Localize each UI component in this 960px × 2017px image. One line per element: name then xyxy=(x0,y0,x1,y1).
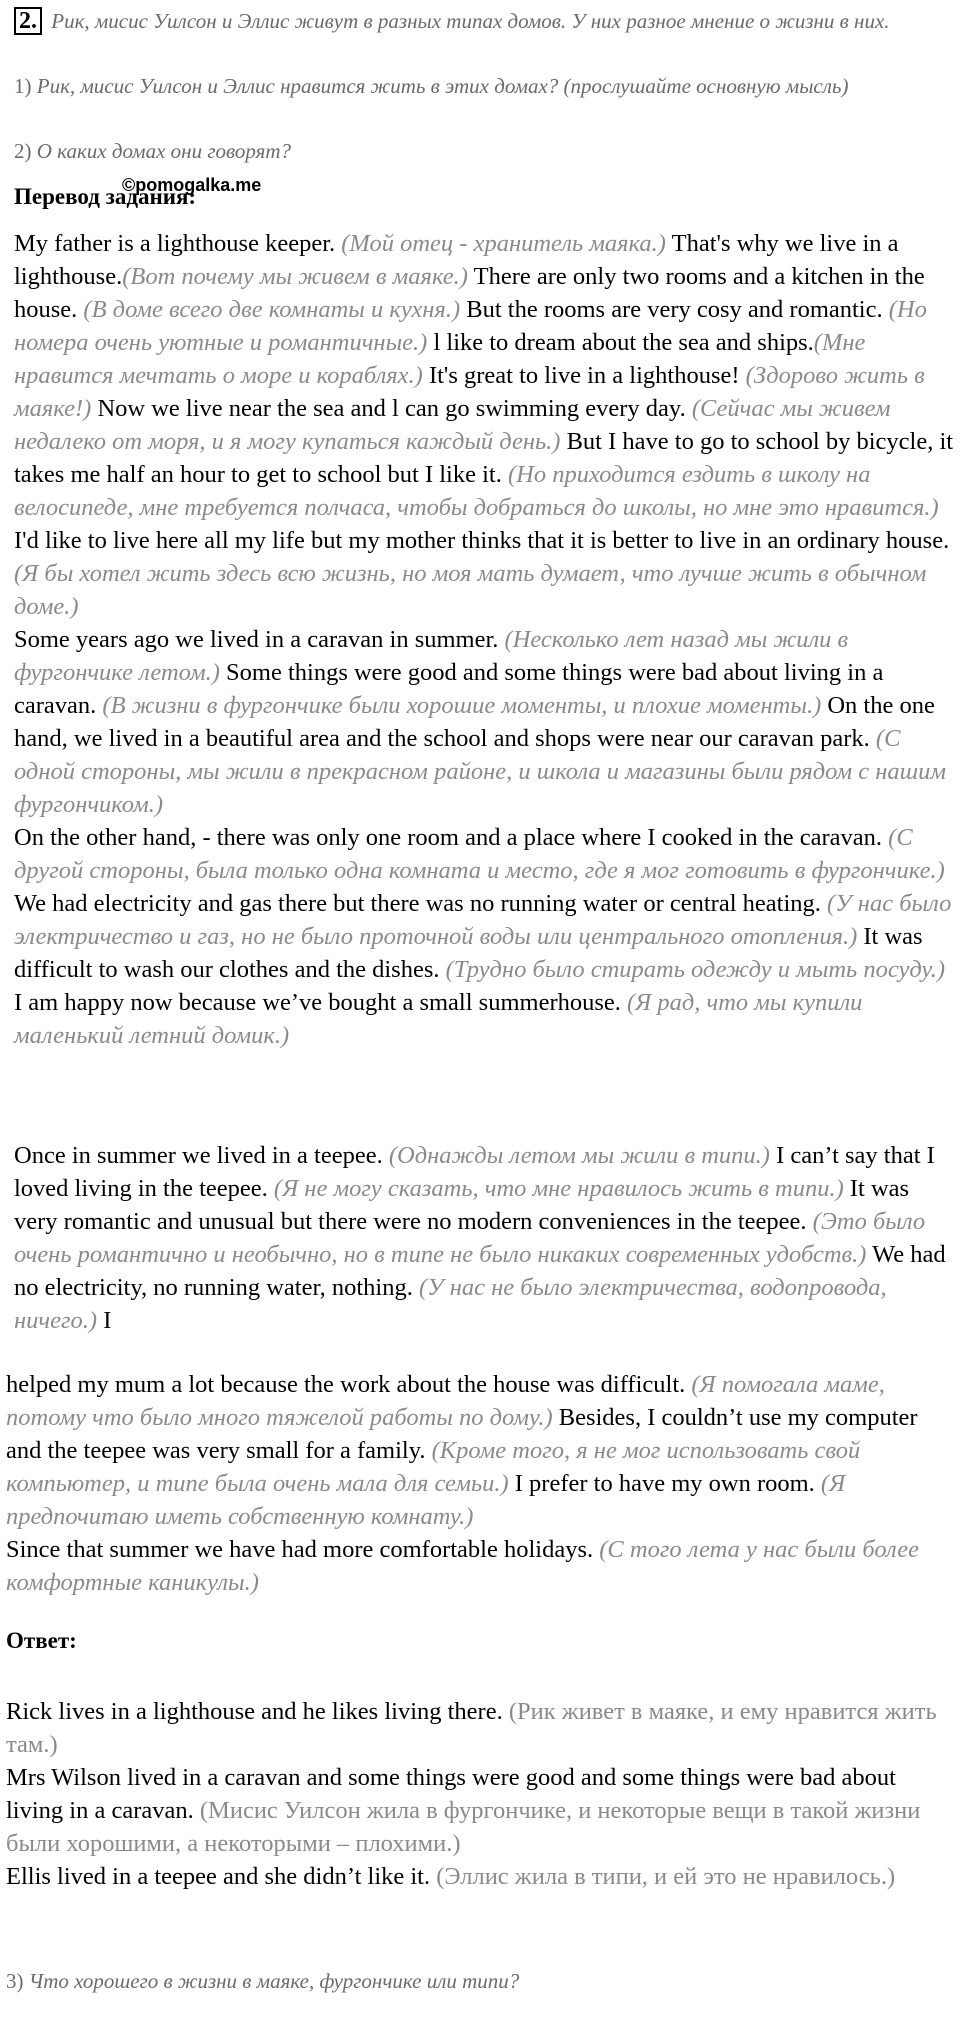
sentence-en: l like to dream about the sea and ships. xyxy=(427,329,814,356)
sentence-en: We had no electricity, no running water, nothing. xyxy=(14,1241,946,1301)
question-1-number: 1) xyxy=(14,74,32,98)
sentence-ru: (Трудно было стирать одежду и мыть посуду.) xyxy=(445,956,946,983)
sentence-ru: (В доме всего две комнаты и кухня.) xyxy=(83,296,461,323)
question-1-text: Рик, мисис Уилсон и Эллис нравится жить в этих домах? (прослушайте основную мысль) xyxy=(36,74,849,98)
answer-rick-en: Rick lives in a lighthouse and he likes living there. xyxy=(6,1698,509,1725)
watermark: ©pomogalka.me xyxy=(122,175,262,195)
sentence-en: We had electricity and gas there but there was no running water or central heating. xyxy=(14,890,828,917)
sentence-en: But the rooms are very cosy and romantic. xyxy=(460,296,889,323)
sentence-en: I'd like to live here all my life but my mother thinks that it is better to live in an ordinary house. xyxy=(14,527,950,554)
question-2 xyxy=(14,137,934,165)
sentence-ru: (Здорово жить в маяке!) xyxy=(14,362,925,422)
sentence-en: On the one hand, we lived in a beautiful area and the school and shops were near our caravan park. xyxy=(14,692,935,752)
sentence-ru: (У нас было электричество и газ, но не было проточной воды или центрального отопления.) xyxy=(14,890,952,950)
sentence-ru: (Но приходится ездить в школу на велосипеде, мне требуется полчаса, чтобы добраться до школы, но мне это нравится.) xyxy=(14,461,939,521)
task-instruction-text: Рик, мисис Уилсон и Эллис живут в разных типах домов. У них разное мнение о жизни в них. xyxy=(51,9,890,33)
sentence-ru: (Вот почему мы живем в маяке.) xyxy=(122,263,468,290)
question-3-number: 3) xyxy=(6,1969,24,1993)
sentence-en: I can’t say that I loved living in the teepee. xyxy=(14,1142,935,1202)
answer-ellis-ru: (Эллис жила в типи, и ей это не нравилось.) xyxy=(436,1863,896,1890)
answer-ellis-en: Ellis lived in a teepee and she didn’t like it. xyxy=(6,1863,437,1890)
sentence-en: Some years ago we lived in a caravan in summer. xyxy=(14,626,505,653)
sentence-en: I xyxy=(97,1307,112,1334)
sentence-en: There are only two rooms and a kitchen in the house. xyxy=(14,263,925,323)
sentence-ru: (Сейчас мы живем недалеко от моря, и я могу купаться каждый день.) xyxy=(14,395,891,455)
sentence-ru: (Я предпочитаю иметь собственную комнату.) xyxy=(6,1470,846,1530)
sentence-en: Since that summer we have had more comfortable holidays. xyxy=(6,1536,600,1563)
answer-rick-ru: (Рик живет в маяке, и ему нравится жить там.) xyxy=(6,1698,937,1758)
sentence-ru: (Мой отец - хранитель маяка.) xyxy=(341,230,666,257)
sentence-en: It's great to live in a lighthouse! xyxy=(422,362,746,389)
sentence-ru: (В жизни в фургончике были хорошие моменты, и плохие моменты.) xyxy=(102,692,822,719)
sentence-en: Now we live near the sea and l can go swimming every day. xyxy=(91,395,692,422)
sentence-en: Once in summer we lived in a teepee. xyxy=(14,1142,389,1169)
task-number: 2. xyxy=(14,7,42,35)
sentence-en: I am happy now because we’ve bought a small summerhouse. xyxy=(14,989,628,1016)
translation-label: Перевод задания: xyxy=(14,184,197,209)
question-2-text: О каких домах они говорят? xyxy=(36,139,292,163)
sentence-ru: (Однажды летом мы жили в типи.) xyxy=(388,1142,770,1169)
sentence-ru: (С одной стороны, мы жили в прекрасном районе, и школа и магазины были рядом с нашим фургончиком.) xyxy=(14,725,947,818)
answer-wilson-ru: (Мисис Уилсон жила в фургончике, и некоторые вещи в такой жизни были хорошими, а некоторыми – плохими.) xyxy=(6,1797,921,1857)
sentence-ru: (С того лета у нас были более комфортные каникулы.) xyxy=(6,1536,920,1596)
sentence-ru: (Кроме того, я не мог использовать свой компьютер, и типе была очень мала для семьи.) xyxy=(6,1437,861,1497)
sentence-ru: (Я не могу сказать, что мне нравилось жить в типи.) xyxy=(273,1175,844,1202)
sentence-en: On the other hand, - there was only one room and a place where I cooked in the caravan. xyxy=(14,824,889,851)
sentence-ru: (Мне нравится мечтать о море и кораблях.) xyxy=(14,329,866,389)
passage-teepee xyxy=(14,1139,956,1337)
answer-block xyxy=(6,1695,946,1893)
answer-wilson-en: Mrs Wilson lived in a caravan and some things were good and some things were bad about living in a caravan. xyxy=(6,1764,896,1824)
question-3-text: Что хорошего в жизни в маяке, фургончике или типи? xyxy=(28,1969,520,1993)
answer-label: Ответ: xyxy=(6,1628,77,1653)
sentence-en: Some things were good and some things were bad about living in a caravan. xyxy=(14,659,884,719)
question-3 xyxy=(6,1969,519,1994)
sentence-ru: (Несколько лет назад мы жили в фургончике летом.) xyxy=(14,626,849,686)
answer-rick xyxy=(6,1695,946,1761)
sentence-en: My father is a lighthouse keeper. xyxy=(14,230,342,257)
sentence-ru: (Я помогала маме, потому что было много тяжелой работы по дому.) xyxy=(6,1371,885,1431)
answer-ellis xyxy=(6,1860,946,1893)
sentence-ru: (У нас не было электричества, водопровода, ничего.) xyxy=(14,1274,887,1334)
question-1 xyxy=(14,72,934,100)
question-2-number: 2) xyxy=(14,139,32,163)
sentence-en: It was difficult to wash our clothes and the dishes. xyxy=(14,923,923,983)
answer-wilson xyxy=(6,1761,946,1860)
sentence-ru: (Это было очень романтично и необычно, но в типе не было никаких современных удобств.) xyxy=(14,1208,926,1268)
task-instruction xyxy=(14,6,914,36)
passage-teepee-continued xyxy=(6,1368,956,1599)
sentence-ru: (С другой стороны, была только одна комната и место, где я мог готовить в фургончике.) xyxy=(14,824,945,884)
sentence-en: I prefer to have my own room. xyxy=(508,1470,821,1497)
sentence-en: But I have to go to school by bicycle, it takes me half an hour to get to school but I like it. xyxy=(14,428,954,488)
sentence-ru: (Я бы хотел жить здесь всю жизнь, но моя мать думает, что лучше жить в обычном доме.) xyxy=(14,560,927,620)
sentence-en: That's why we live in a lighthouse. xyxy=(14,230,899,290)
sentence-en: It was very romantic and unusual but there were no modern conveniences in the teepee. xyxy=(14,1175,910,1235)
sentence-en: helped my mum a lot because the work about the house was difficult. xyxy=(6,1371,692,1398)
sentence-ru: (Я рад, что мы купили маленький летний домик.) xyxy=(14,989,863,1049)
sentence-en: Besides, I couldn’t use my computer and the teepee was very small for a family. xyxy=(6,1404,918,1464)
passage-lighthouse-caravan xyxy=(14,227,956,1052)
sentence-ru: (Но номера очень уютные и романтичные.) xyxy=(14,296,927,356)
